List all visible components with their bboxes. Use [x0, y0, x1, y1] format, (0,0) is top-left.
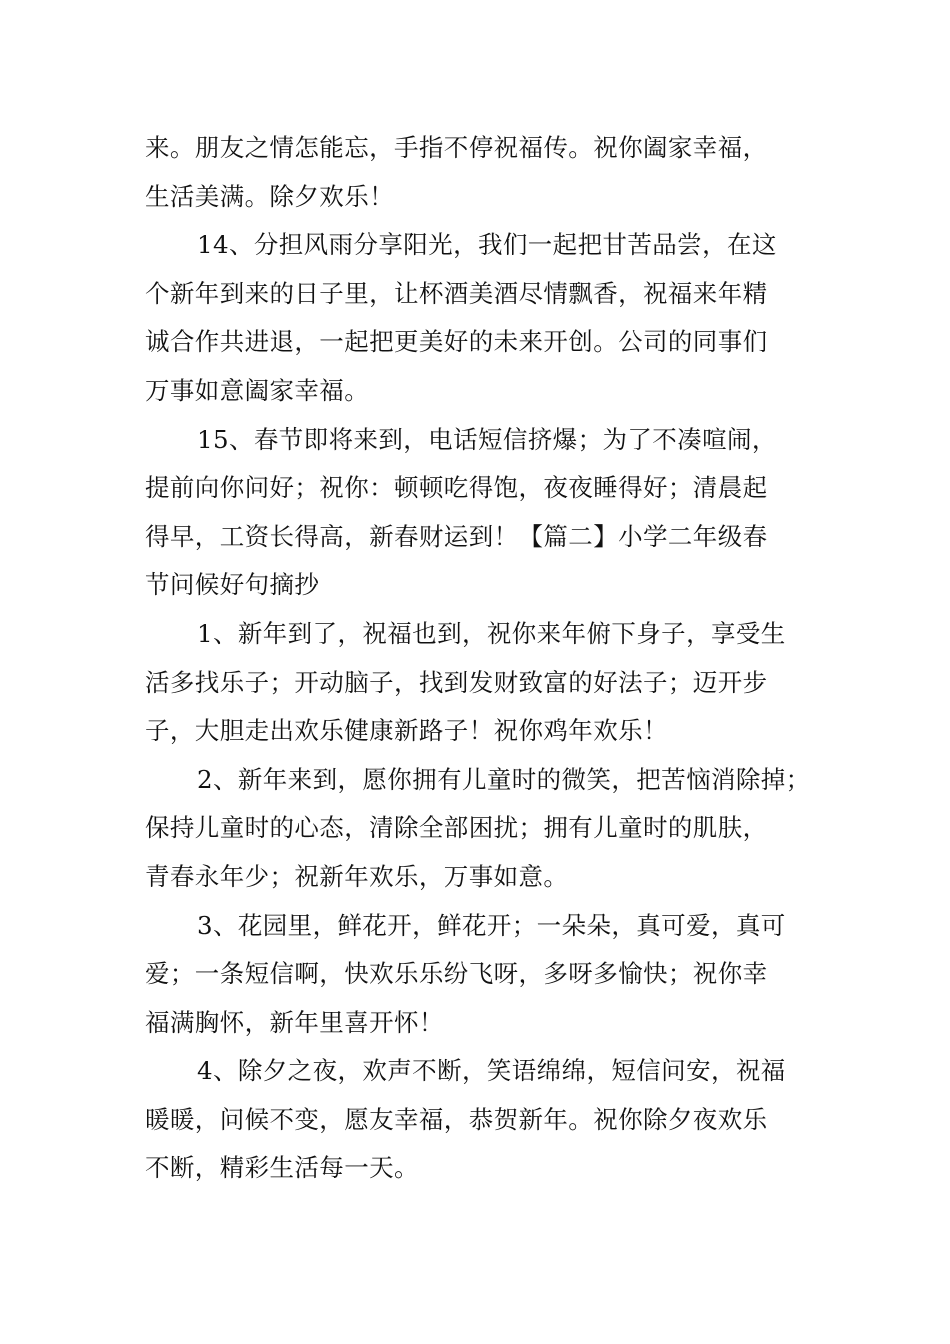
paragraph-item-2 — [145, 756, 825, 902]
text-line: 福满胸怀，新年里喜开怀！ — [145, 1007, 444, 1037]
text-line: 得早，工资长得高，新春财运到！【篇二】小学二年级春 — [145, 521, 768, 551]
text-line: 子，大胆走出欢乐健康新路子！祝你鸡年欢乐！ — [145, 716, 668, 746]
text-line: 保持儿童时的心态，清除全部困扰；拥有儿童时的肌肤， — [145, 813, 768, 843]
text-line: 提前向你问好；祝你：顿顿吃得饱，夜夜睡得好；清晨起 — [145, 473, 768, 503]
text-line: 万事如意阖家幸福。 — [145, 375, 370, 405]
paragraph-item-4 — [145, 1047, 825, 1193]
text-line: 暖暖，问候不变，愿友幸福，恭贺新年。祝你除夕夜欢乐 — [145, 1104, 768, 1134]
text-line: 来。朋友之情怎能忘，手指不停祝福传。祝你阖家幸福， — [145, 133, 768, 162]
text-line: 青春永年少；祝新年欢乐，万事如意。 — [145, 861, 569, 891]
text-line: 4、除夕之夜，欢声不断，笑语绵绵，短信问安，祝福 — [197, 1056, 786, 1086]
text-line: 2、新年来到，愿你拥有儿童时的微笑，把苦恼消除掉； — [197, 764, 811, 794]
text-line: 生活美满。除夕欢乐！ — [145, 181, 394, 211]
text-line: 14、分担风雨分享阳光，我们一起把甘苦品尝，在这 — [197, 230, 777, 260]
text-line: 15、春节即将来到，电话短信挤爆；为了不凑喧闹， — [197, 424, 777, 454]
text-line: 3、花园里，鲜花开，鲜花开；一朵朵，真可爱，真可 — [197, 910, 786, 940]
paragraph-continuation — [145, 124, 825, 221]
text-line: 不断，精彩生活每一天。 — [145, 1153, 419, 1183]
document-body — [145, 124, 825, 1193]
text-line: 1、新年到了，祝福也到，祝你来年俯下身子，享受生 — [197, 618, 786, 648]
text-line: 活多找乐子；开动脑子，找到发财致富的好法子；迈开步 — [145, 667, 768, 697]
paragraph-item-14 — [145, 221, 825, 415]
paragraph-item-3 — [145, 902, 825, 1048]
text-line: 爱；一条短信啊，快欢乐乐纷飞呀，多呀多愉快；祝你幸 — [145, 959, 768, 989]
paragraph-item-15 — [145, 416, 825, 610]
paragraph-item-1 — [145, 610, 825, 756]
text-line: 诚合作共进退，一起把更美好的未来开创。公司的同事们 — [145, 327, 768, 357]
text-line: 个新年到来的日子里，让杯酒美酒尽情飘香，祝福来年精 — [145, 278, 768, 308]
text-line: 节问候好句摘抄 — [145, 570, 320, 600]
